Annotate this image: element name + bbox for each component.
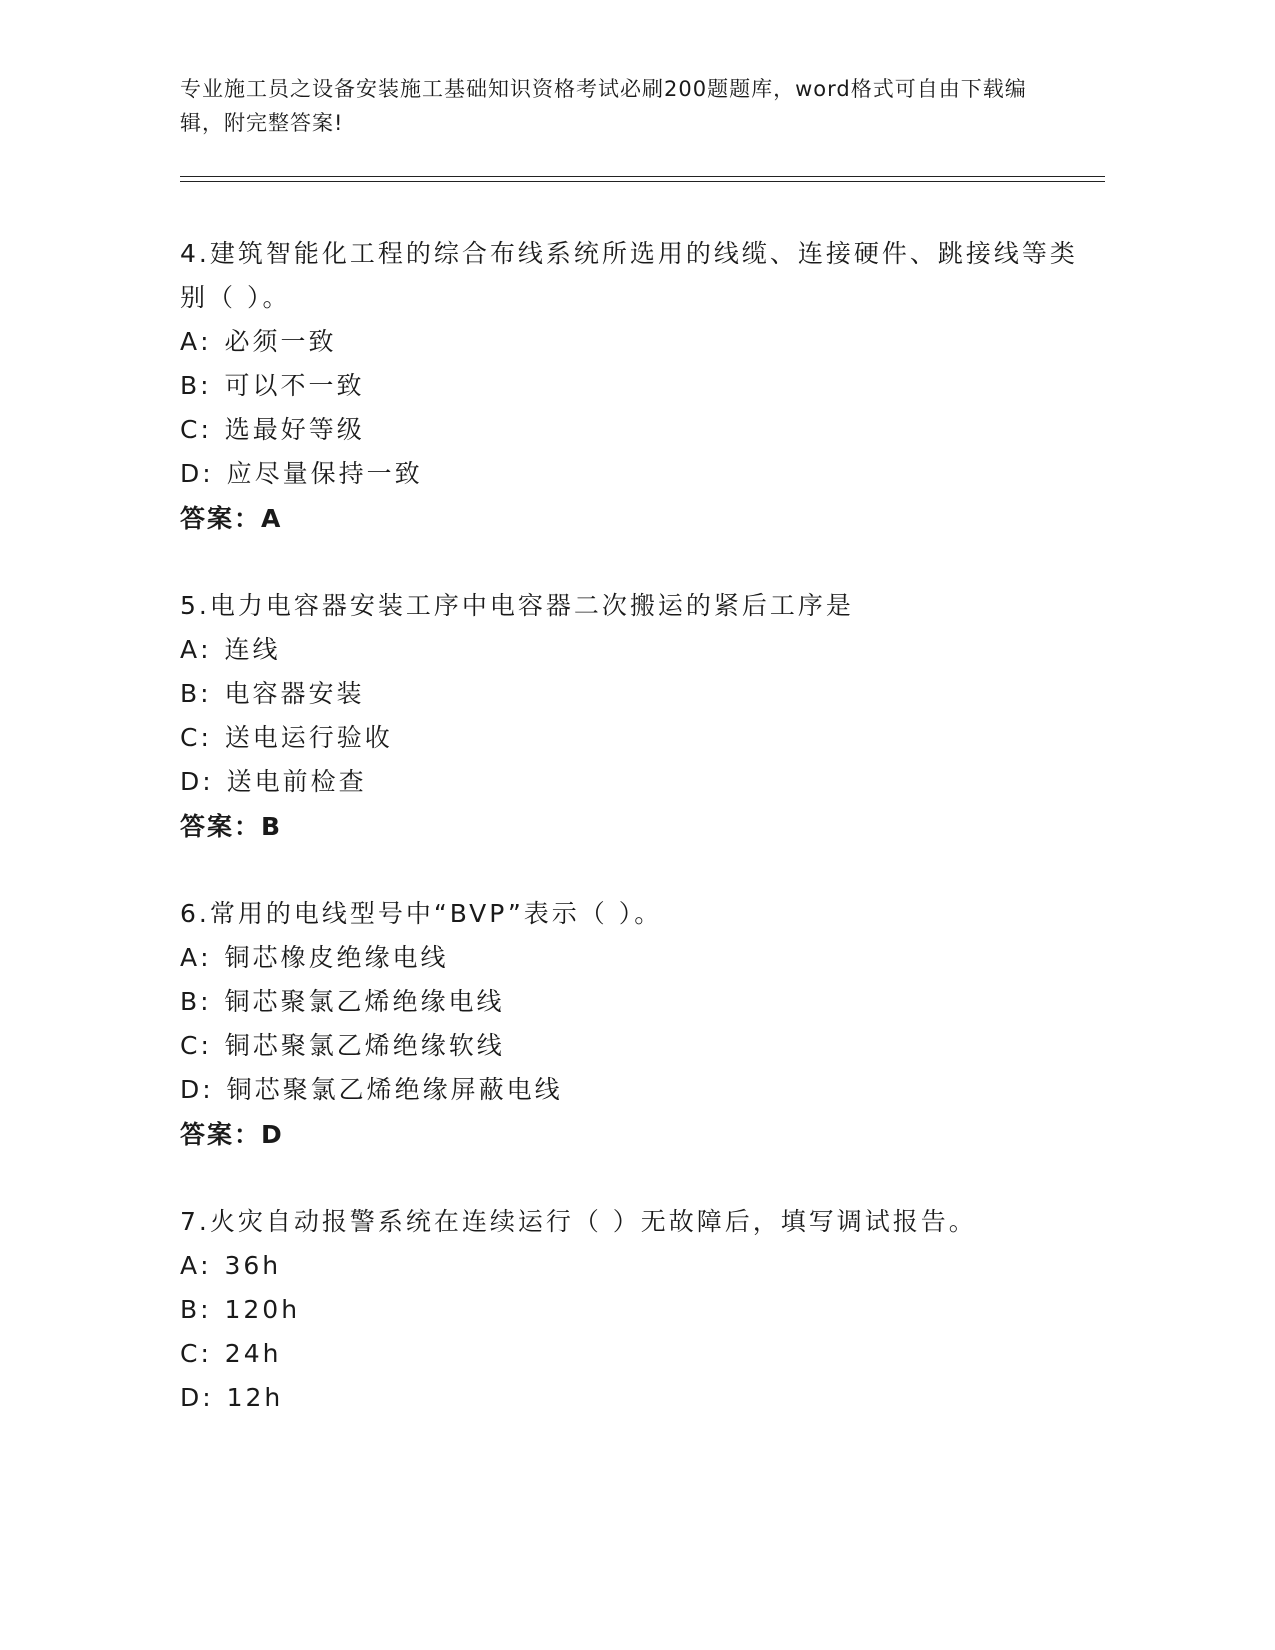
- question-text: 7.火灾自动报警系统在连续运行（ ）无故障后，填写调试报告。: [180, 1207, 977, 1236]
- option-c: C: 24h: [180, 1339, 282, 1368]
- question-5: [180, 584, 1080, 850]
- question-text: 4.建筑智能化工程的综合布线系统所选用的线缆、连接硬件、跳接线等类别（ ）。: [180, 239, 1078, 312]
- option-letter: D: [180, 459, 203, 488]
- option-letter: C: [180, 415, 201, 444]
- option-d: D: 铜芯聚氯乙烯绝缘屏蔽电线: [180, 1075, 563, 1104]
- option-letter: C: [180, 723, 201, 752]
- answer-line: [180, 804, 1080, 850]
- option-c: C: 选最好等级: [180, 415, 365, 444]
- header-rule-top: [180, 176, 1105, 177]
- option-a: A: 铜芯橡皮绝缘电线: [180, 943, 449, 972]
- header-rule-bottom: [180, 181, 1105, 182]
- option-text: 铜芯聚氯乙烯绝缘软线: [224, 1031, 505, 1060]
- option-letter: A: [180, 635, 201, 664]
- question-text: 6.常用的电线型号中“BVP”表示（ ）。: [180, 899, 663, 928]
- option-c: C: 铜芯聚氯乙烯绝缘软线: [180, 1031, 505, 1060]
- option-text: 24h: [224, 1339, 282, 1368]
- option-letter: C: [180, 1031, 201, 1060]
- option-b: B: 电容器安装: [180, 679, 365, 708]
- option-text: 120h: [224, 1295, 301, 1324]
- option-text: 12h: [226, 1383, 284, 1412]
- option-text: 电容器安装: [224, 679, 365, 708]
- option-b: B: 120h: [180, 1295, 301, 1324]
- option-b: B: 可以不一致: [180, 371, 365, 400]
- question-7: [180, 1200, 1080, 1420]
- option-b: B: 铜芯聚氯乙烯绝缘电线: [180, 987, 505, 1016]
- answer-line: [180, 496, 1080, 542]
- option-a: A: 36h: [180, 1251, 282, 1280]
- answer-value: B: [261, 812, 283, 841]
- option-text: 应尽量保持一致: [226, 459, 423, 488]
- option-letter: C: [180, 1339, 201, 1368]
- answer-line: [180, 1112, 1080, 1158]
- option-letter: A: [180, 1251, 201, 1280]
- option-letter: B: [180, 987, 201, 1016]
- question-6: [180, 892, 1080, 1158]
- option-letter: B: [180, 679, 201, 708]
- answer-value: D: [261, 1120, 284, 1149]
- option-text: 铜芯聚氯乙烯绝缘屏蔽电线: [226, 1075, 563, 1104]
- option-text: 必须一致: [224, 327, 337, 356]
- option-c: C: 送电运行验收: [180, 723, 393, 752]
- question-4: [180, 232, 1080, 542]
- option-d: D: 送电前检查: [180, 767, 367, 796]
- option-d: D: 应尽量保持一致: [180, 459, 423, 488]
- option-letter: A: [180, 327, 201, 356]
- document-header: 专业施工员之设备安装施工基础知识资格考试必刷200题题库，word格式可自由下载编辑，附完整答案!: [180, 77, 1027, 135]
- option-letter: D: [180, 767, 203, 796]
- option-text: 铜芯橡皮绝缘电线: [224, 943, 449, 972]
- option-text: 可以不一致: [224, 371, 365, 400]
- option-a: A: 必须一致: [180, 327, 337, 356]
- answer-label: 答案：: [180, 1120, 262, 1149]
- option-text: 连线: [224, 635, 281, 664]
- option-letter: D: [180, 1383, 203, 1412]
- option-letter: B: [180, 371, 201, 400]
- answer-value: A: [261, 504, 283, 533]
- answer-label: 答案：: [180, 812, 262, 841]
- option-letter: B: [180, 1295, 201, 1324]
- option-a: A: 连线: [180, 635, 281, 664]
- option-d: D: 12h: [180, 1383, 284, 1412]
- option-text: 36h: [224, 1251, 282, 1280]
- option-text: 选最好等级: [224, 415, 365, 444]
- answer-label: 答案：: [180, 504, 262, 533]
- option-text: 铜芯聚氯乙烯绝缘电线: [224, 987, 505, 1016]
- question-list: [180, 232, 1080, 1462]
- question-text: 5.电力电容器安装工序中电容器二次搬运的紧后工序是: [180, 591, 854, 620]
- option-text: 送电运行验收: [224, 723, 393, 752]
- option-letter: D: [180, 1075, 203, 1104]
- option-letter: A: [180, 943, 201, 972]
- option-text: 送电前检查: [226, 767, 367, 796]
